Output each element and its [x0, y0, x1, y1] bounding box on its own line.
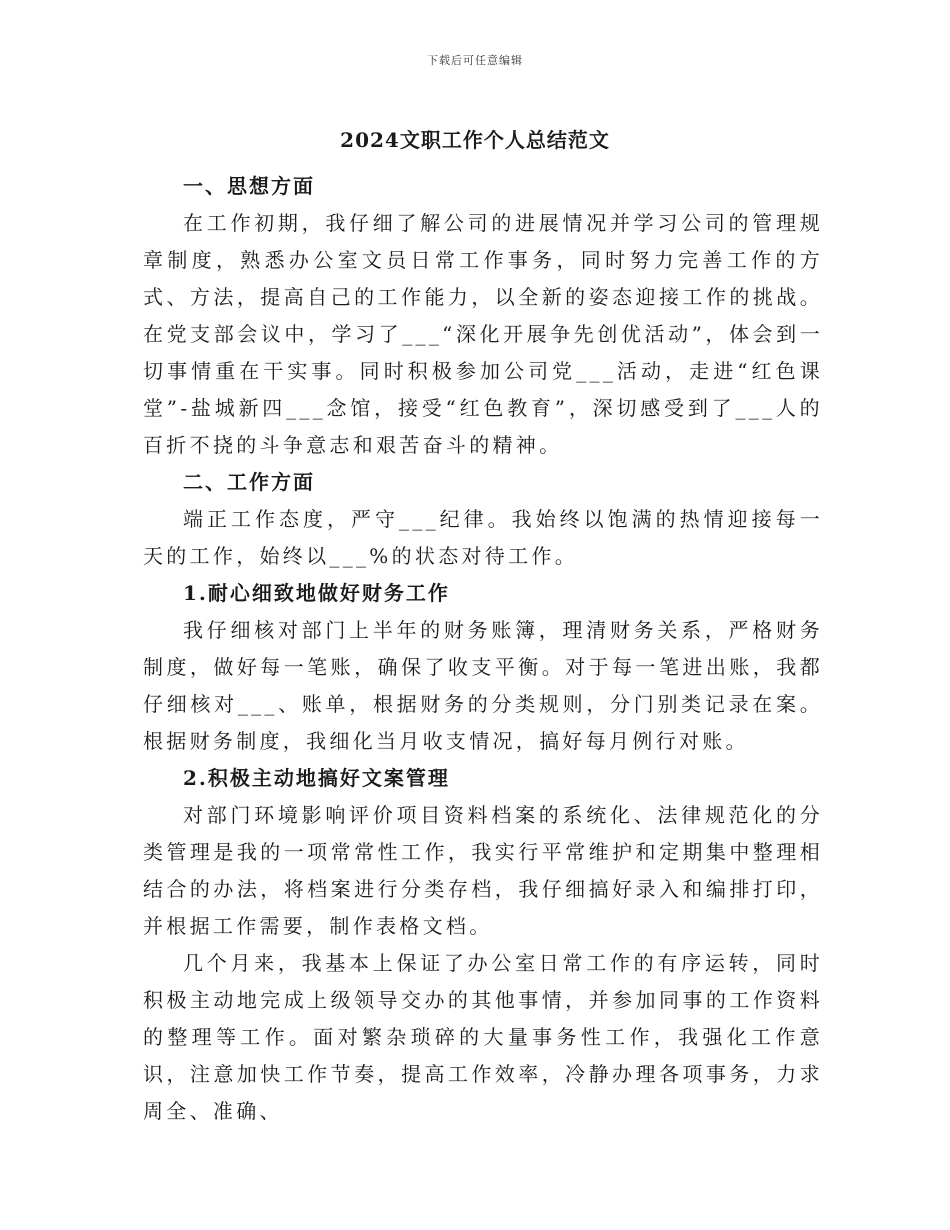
subsection-heading-finance: 1.耐心细致地做好财务工作 — [183, 581, 450, 605]
section-heading-work: 二、工作方面 — [183, 470, 315, 494]
section-heading-thought: 一、思想方面 — [183, 174, 315, 198]
page-header-note: 下载后可任意编辑 — [427, 54, 523, 67]
paragraph-archive: 对部门环境影响评价项目资料档案的系统化、法律规范化的分类管理是我的一项常常性工作，我实行平常维护和定期集中整理相结合的办法，将档案进行分类存档，我仔细搞好录入和编排打印，并根据工作需要，制作表格文档。 — [143, 803, 823, 938]
paragraph-thought: 在工作初期，我仔细了解公司的进展情况并学习公司的管理规章制度，熟悉办公室文员日常工作事务，同时努力完善工作的方式、方法，提高自己的工作能力，以全新的姿态迎接工作的挑战。在党支部会议中，学习了___“深化开展争先创优活动”，体会到一切事情重在干实事。同时积极参加公司党___活动，走进“红色课堂”-盐城新四___念馆，接受“红色教育”，深切感受到了___人的百折不挠的斗争意志和艰苦奋斗的精神。 — [143, 211, 823, 457]
paragraph-finance: 我仔细核对部门上半年的财务账簿，理清财务关系，严格财务制度，做好每一笔账，确保了收支平衡。对于每一笔进出账，我都仔细核对___、账单，根据财务的分类规则，分门别类记录在案。根据财务制度，我细化当月收支情况，搞好每月例行对账。 — [143, 618, 823, 753]
document-title: 2024文职工作个人总结范文 — [340, 128, 610, 152]
document-body — [143, 168, 823, 1130]
subsection-heading-archive: 2.积极主动地搞好文案管理 — [183, 766, 450, 790]
paragraph-work-attitude: 端正工作态度，严守___纪律。我始终以饱满的热情迎接每一天的工作，始终以___%的状态对待工作。 — [143, 507, 823, 568]
paragraph-summary: 几个月来，我基本上保证了办公室日常工作的有序运转，同时积极主动地完成上级领导交办的其他事情，并参加同事的工作资料的整理等工作。面对繁杂琐碎的大量事务性工作，我强化工作意识，注意加快工作节奏，提高工作效率，冷静办理各项事务，力求周全、准确、 — [143, 951, 823, 1123]
